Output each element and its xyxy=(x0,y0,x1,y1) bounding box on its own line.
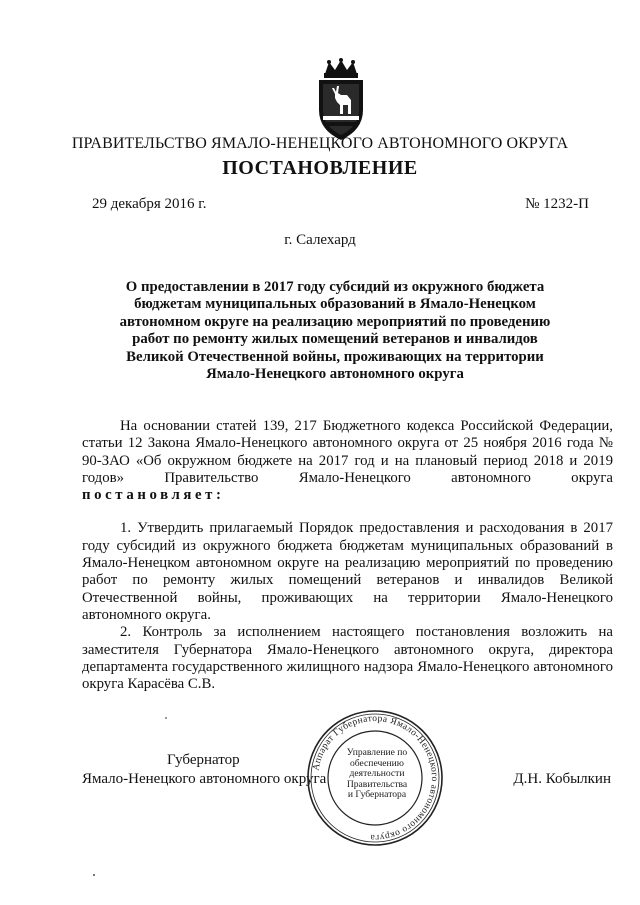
stamp-line: Правительства xyxy=(346,778,408,790)
title-line: О предоставлении в 2017 году субсидий из окружного бюджета xyxy=(125,279,545,295)
decree-word: постановляет: xyxy=(82,487,225,504)
signature-name: Д.Н. Кобылкин xyxy=(513,771,611,787)
intro-paragraph: На основании статей 139, 217 Бюджетного кодекса Российской Федерации, статьи 12 Закона Ямало-Ненецкого автономного округа от 25 ноября 2016 года № 90-ЗАО «Об окружном бюджете на 2017 год и на плановый период 2018 и 2019 годов» Правительство Ямало-Ненецкого автономного округа xyxy=(82,418,613,486)
title-line: автономном округе на реализацию мероприятий по проведению xyxy=(119,313,551,330)
title-line: Великой Отечественной войны, проживающих на территории xyxy=(126,348,544,365)
signature-title-line1: Губернатор xyxy=(167,752,240,768)
document-type: ПОСТАНОВЛЕНИЕ xyxy=(222,157,418,179)
document-city: г. Салехард xyxy=(284,232,356,248)
stamp-ring-text: Аппарат Губернатора Ямало-Ненецкого автономного округа xyxy=(311,713,440,843)
stamp-line: Управление по xyxy=(346,747,408,758)
signature-title-line2: Ямало-Ненецкого автономного округа xyxy=(82,771,327,787)
scan-speck xyxy=(93,874,95,876)
stamp-line: деятельности xyxy=(349,768,405,780)
coat-of-arms-icon xyxy=(299,58,383,142)
document-body xyxy=(82,418,613,693)
stamp-line: и Губернатора xyxy=(347,789,407,801)
title-line: работ по ремонту жилых помещений ветеранов и инвалидов xyxy=(132,331,538,348)
item-1: 1. Утвердить прилагаемый Порядок предоставления и расходования в 2017 году субсидий из окружного бюджета бюджетам муниципальных образований в Ямало-Ненецком автономном округе на реализацию мероприятий по проведению работ по ремонту жилых помещений ветеранов и инвалидов Великой Отечественной войны, проживающих на территории Ямало-Ненецкого автономного округа. xyxy=(82,520,613,623)
title-line: Ямало-Ненецкого автономного округа xyxy=(206,366,464,383)
item-2: 2. Контроль за исполнением настоящего постановления возложить на заместителя Губернатора Ямало-Ненецкого автономного округа, директора департамента государственного жилищного надзора Ямало-Ненецкого автономного округа Карасёва С.В. xyxy=(82,624,613,693)
organization-name: ПРАВИТЕЛЬСТВО ЯМАЛО-НЕНЕЦКОГО АВТОНОМНОГО ОКРУГА xyxy=(71,135,569,152)
stamp-center-text xyxy=(340,748,414,801)
document-date: 29 декабря 2016 г. xyxy=(92,196,207,212)
stamp-line: обеспечению xyxy=(350,757,404,769)
decree-line xyxy=(82,487,613,504)
document-title xyxy=(90,279,580,383)
document-number: № 1232-П xyxy=(525,196,589,212)
scan-speck xyxy=(165,717,167,719)
title-line: бюджетам муниципальных образований в Ямало-Ненецком xyxy=(134,296,536,313)
